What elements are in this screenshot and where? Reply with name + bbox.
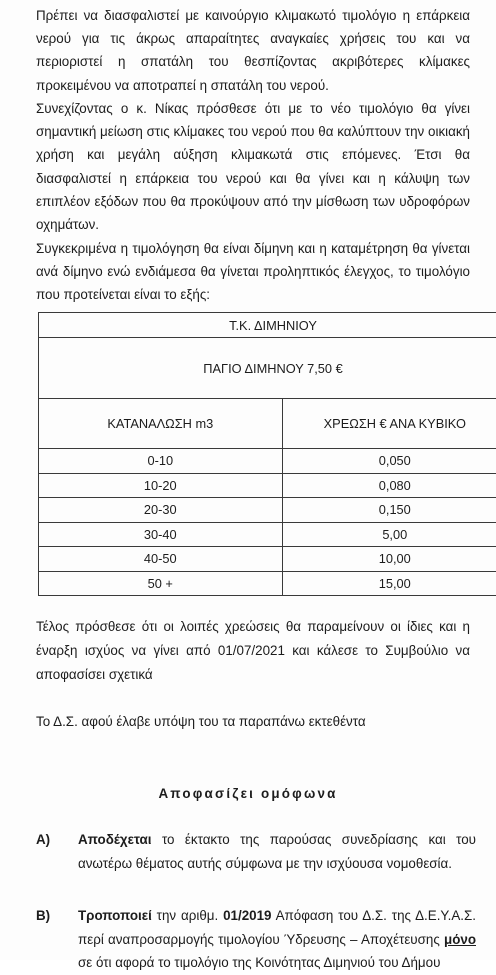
item-label: Α) [36, 828, 50, 852]
consumption-range: 50 + [39, 571, 283, 596]
table-title-row [39, 313, 496, 338]
tariff-table [38, 312, 496, 596]
paragraph-board-considered: Το Δ.Σ. αφού έλαβε υπόψη του τα παραπάνω εκτεθέντα [36, 710, 470, 733]
column-header-consumption: ΚΑΤΑΝΑΛΩΣΗ m3 [39, 399, 283, 449]
table-row [39, 571, 496, 596]
decision-heading: Αποφασίζει ομόφωνα [0, 786, 496, 801]
paragraph-other-charges: Τέλος πρόσθεσε ότι οι λοιπές χρεώσεις θα παραμείνουν οι ίδιες και η έναρξη ισχύος να γίνει από 01/07/2021 και κάλεσε το Συμβούλιο να αποφασίσει σχετικά [36, 615, 470, 687]
item-verb: Τροποποιεί [78, 908, 152, 923]
item-body [78, 828, 476, 875]
item-body [78, 904, 476, 975]
price-per-cubic: 0,150 [282, 498, 496, 523]
price-per-cubic: 0,050 [282, 449, 496, 474]
paragraph-billing-details: Συγκεκριμένα η τιμολόγηση θα είναι δίμηνη και η καταμέτρηση θα γίνεται ανά δίμηνο ενώ ενδιάμεσα θα γίνεται προληπτικός έλεγχος, το τιμολόγιο που προτείνεται είναι το εξής: [36, 237, 470, 307]
decision-number: 01/2019 [223, 908, 271, 923]
paragraph-nikas-statement: Συνεχίζοντας ο κ. Νίκας πρόσθεσε ότι με το νέο τιμολόγιο θα γίνει σημαντική μείωση στις κλίμακες του νερού που θα καλύπτουν την οικιακή χρήση και μεγάλη αύξηση κλιμακωτά στις επόμενες. Έτσι θα διασφαλιστεί η επάρκεια του νερού και θα γίνει και η κάλυψη των επιπλέον εξόδων που θα προκύψουν από την μίσθωση των υδροφόρων οχημάτων. [36, 97, 470, 236]
table-header-row [39, 399, 496, 449]
item-text: Απόφαση του Δ.Σ. της Δ.Ε.Υ.Α.Σ. περί αναπροσαρμογής τιμολογίου Ύδρευσης – Αποχέτευσης [78, 908, 476, 947]
price-per-cubic: 0,080 [282, 473, 496, 498]
price-per-cubic: 15,00 [282, 571, 496, 596]
decision-item-b [36, 904, 476, 975]
item-text: την αριθμ. [152, 908, 223, 923]
emphasis-only: μόνο [444, 932, 476, 947]
item-text: σε ότι αφορά το τιμολόγιο της Κοινότητας Διμηνιού του Δήμου [78, 955, 440, 970]
consumption-range: 20-30 [39, 498, 283, 523]
price-per-cubic: 5,00 [282, 522, 496, 547]
fixed-charge: ΠΑΓΙΟ ΔΙΜΗΝΟΥ 7,50 € [39, 338, 496, 399]
table-title: Τ.Κ. ΔΙΜΗΝΙΟΥ [39, 313, 496, 338]
column-header-charge: ΧΡΕΩΣΗ € ΑΝΑ ΚΥΒΙΚΟ [282, 399, 496, 449]
table-row [39, 522, 496, 547]
table-row [39, 473, 496, 498]
item-verb: Αποδέχεται [78, 832, 152, 847]
table-row [39, 449, 496, 474]
item-label: Β) [36, 904, 50, 928]
table-row [39, 498, 496, 523]
consumption-range: 10-20 [39, 473, 283, 498]
item-text: το έκτακτο της παρούσας συνεδρίασης και του ανωτέρω θέματος αυτής σύμφωνα με την ισχύουσα νομοθεσία. [78, 832, 476, 871]
decision-item-a [36, 828, 476, 875]
paragraph-water-sufficiency: Πρέπει να διασφαλιστεί με καινούργιο κλιμακωτό τιμολόγιο η επάρκεια νερού για τις άκρως απαραίτητες αναγκαίες χρήσεις του και να περιοριστεί η σπατάλη του θεσπίζοντας ακριβότερες κλίμακες προκειμένου να αποτραπεί η σπατάλη του νερού. [36, 4, 470, 97]
consumption-range: 30-40 [39, 522, 283, 547]
consumption-range: 40-50 [39, 547, 283, 572]
consumption-range: 0-10 [39, 449, 283, 474]
table-row [39, 547, 496, 572]
fixed-charge-row [39, 338, 496, 399]
price-per-cubic: 10,00 [282, 547, 496, 572]
